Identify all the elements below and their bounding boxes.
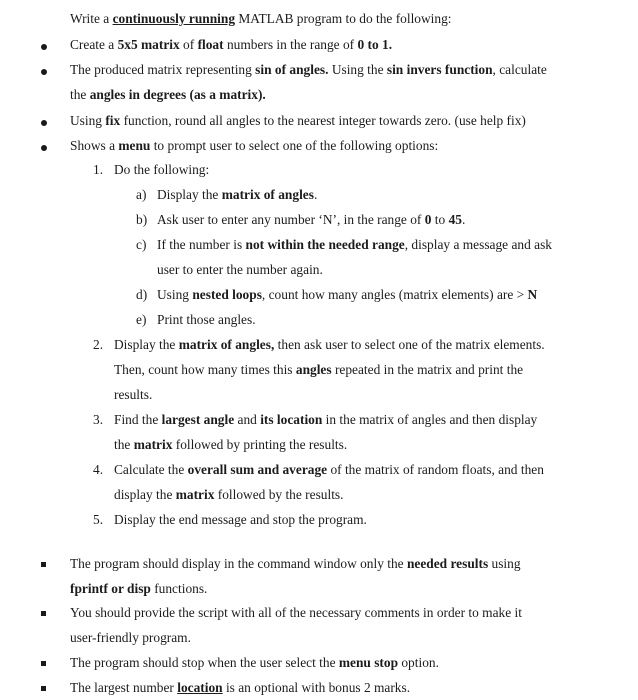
intro-line [70,11,452,27]
bold-text: menu [118,138,151,153]
text: to [431,212,449,227]
note-1-line-2 [70,581,207,597]
text: Display the [157,187,222,202]
bold-text: matrix [175,487,215,502]
bullet-2-line-2 [70,87,266,103]
text: The program should display in the command window only the [70,556,407,571]
intro-text-end: MATLAB program to do the following: [235,11,452,26]
sub-item-b-label: b) [136,212,148,227]
bullet-3-line [70,113,526,129]
sub-item-a-text [157,187,317,203]
note-2-line-2: user-friendly program. [70,630,191,645]
bold-text: matrix of angles, [178,337,275,352]
text: functions. [150,581,208,596]
bold-text: 0 [424,212,432,227]
text: Find the [114,412,162,427]
bullet-icon [41,44,47,50]
square-bullet-icon [41,562,46,567]
text: Calculate the [114,462,188,477]
bullet-icon [41,69,47,75]
bullet-icon [41,145,47,151]
bold-text: matrix of angles [221,187,314,202]
bullet-4-line [70,138,438,154]
bold-text: sin of angles. [255,62,329,77]
sub-item-d-label: d) [136,287,148,302]
menu-item-5-number: 5. [93,512,104,527]
bold-text: 0 to 1. [357,37,393,52]
bold-text: sin invers function [386,62,493,77]
text: the [70,87,90,102]
menu-item-2-number: 2. [93,337,104,352]
text: using [488,556,521,571]
menu-item-2-text [114,337,545,353]
note-1-line-1 [70,556,521,572]
text: of [179,37,198,52]
square-bullet-icon [41,661,46,666]
menu-item-2-text-line-3: results. [114,387,153,402]
bold-text: angles [295,362,332,377]
menu-item-4-text [114,462,544,478]
bold-text: largest angle [161,412,235,427]
bold-text: fprintf or disp [70,581,151,596]
text: repeated in the matrix and print the [331,362,524,377]
bold-text: fix [105,113,121,128]
sub-item-e-label: e) [136,312,147,327]
text: Using the [328,62,387,77]
text: display the [114,487,176,502]
text: Then, count how many times this [114,362,296,377]
bold-text: not within the needed range [245,237,405,252]
menu-item-3-text [114,412,537,428]
text: Shows a [70,138,119,153]
menu-item-1-number: 1. [93,162,104,177]
sub-item-c-label: c) [136,237,147,252]
text: Display the [114,337,179,352]
bold-text: float [197,37,224,52]
note-2-line-1: You should provide the script with all of the necessary comments in order to make it [70,605,522,620]
bold-text: nested loops [192,287,262,302]
text: , count how many angles (matrix elements) are > [261,287,528,302]
text: If the number is [157,237,246,252]
text: The produced matrix representing [70,62,256,77]
intro-emphasis: continuously running [112,11,236,26]
text: Using [157,287,193,302]
sub-item-c-text [157,237,552,253]
square-bullet-icon [41,686,46,691]
text: The program should stop when the user select the [70,655,339,670]
text: then ask user to select one of the matrix elements. [274,337,545,352]
sub-item-a-label: a) [136,187,147,202]
text: followed by the results. [214,487,344,502]
text: . [461,212,466,227]
text: , display a message and ask [404,237,552,252]
text: The largest number [70,680,178,695]
text: option. [398,655,439,670]
text: is an optional with bonus 2 marks. [222,680,411,695]
text: and [234,412,261,427]
bold-text: 5x5 matrix [117,37,180,52]
bullet-icon [41,120,47,126]
text: of the matrix of random floats, and then [327,462,544,477]
menu-item-4-number: 4. [93,462,104,477]
underlined-text: location [177,680,223,695]
bold-text: its location [260,412,323,427]
note-4-line [70,680,410,696]
text: , calculate [492,62,547,77]
bold-text: N [527,287,538,302]
text: the [114,437,134,452]
text: function, round all angles to the nearest integer towards zero. (use help fix) [120,113,526,128]
menu-item-5-text: Display the end message and stop the program. [114,512,367,527]
text: followed by printing the results. [172,437,348,452]
text: Create a [70,37,118,52]
menu-item-4-text-line-2 [114,487,343,503]
menu-item-3-text-line-2 [114,437,347,453]
bold-text: menu stop [338,655,399,670]
bold-text: matrix [133,437,173,452]
menu-item-1-text: Do the following: [114,162,210,177]
sub-item-c-text-line-2: user to enter the number again. [157,262,323,277]
bold-text: overall sum and average [187,462,328,477]
note-3-line [70,655,439,671]
sub-item-e-text: Print those angles. [157,312,256,327]
text: Using [70,113,106,128]
sub-item-d-text [157,287,537,303]
bullet-1-line [70,37,392,53]
menu-item-3-number: 3. [93,412,104,427]
text: numbers in the range of [223,37,358,52]
text: . [313,187,318,202]
bold-text: angles in degrees (as a matrix). [89,87,266,102]
bold-text: needed results [406,556,489,571]
text: to prompt user to select one of the following options: [150,138,439,153]
bold-text: 45 [448,212,462,227]
menu-item-2-text-line-2 [114,362,523,378]
square-bullet-icon [41,611,46,616]
text: in the matrix of angles and then display [322,412,538,427]
sub-item-b-text [157,212,465,228]
intro-text: Write a [70,11,113,26]
text: Ask user to enter any number ‘N’, in the range of [157,212,425,227]
bullet-2-line-1 [70,62,547,78]
